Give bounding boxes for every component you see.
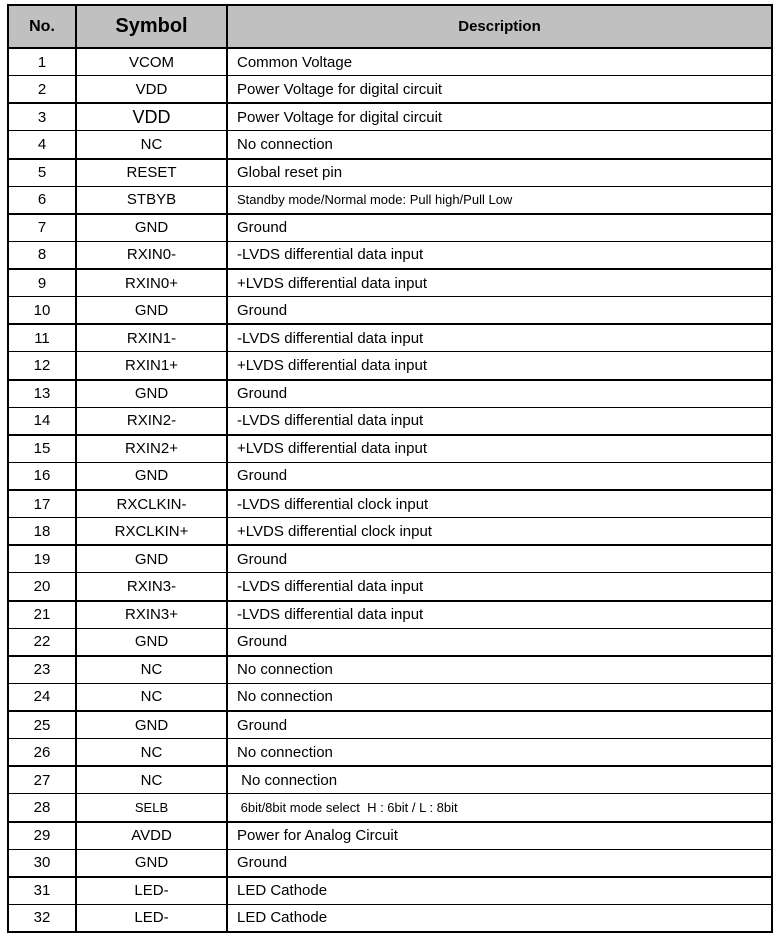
pin-symbol-cell: GND	[76, 711, 227, 739]
pin-description-cell: Ground	[227, 711, 772, 739]
pin-description-cell: -LVDS differential clock input	[227, 490, 772, 518]
pin-symbol-cell: RXIN0+	[76, 269, 227, 297]
table-row	[8, 76, 772, 104]
pin-number-cell: 10	[8, 297, 76, 325]
pin-description-cell: -LVDS differential data input	[227, 601, 772, 629]
pin-number-cell: 1	[8, 48, 76, 76]
table-row	[8, 214, 772, 242]
pin-number-cell: 20	[8, 573, 76, 601]
pin-number-cell: 22	[8, 628, 76, 656]
pin-number-cell: 7	[8, 214, 76, 242]
table-row	[8, 435, 772, 463]
pin-symbol-cell: RXCLKIN+	[76, 518, 227, 546]
pin-number-cell: 29	[8, 822, 76, 850]
pin-number-cell: 18	[8, 518, 76, 546]
pin-symbol-cell: RXIN0-	[76, 241, 227, 269]
pin-description-cell: Global reset pin	[227, 159, 772, 187]
pin-description-cell: No connection	[227, 739, 772, 767]
pin-symbol-cell: VCOM	[76, 48, 227, 76]
table-row	[8, 822, 772, 850]
pin-table-body	[8, 48, 772, 932]
column-header-no: No.	[8, 5, 76, 48]
column-header-description: Description	[227, 5, 772, 48]
pin-symbol-cell: RXIN3+	[76, 601, 227, 629]
table-row	[8, 490, 772, 518]
table-row	[8, 48, 772, 76]
pin-description-cell: +LVDS differential data input	[227, 352, 772, 380]
table-row	[8, 794, 772, 822]
table-row	[8, 352, 772, 380]
pin-number-cell: 23	[8, 656, 76, 684]
column-header-symbol: Symbol	[76, 5, 227, 48]
pin-symbol-cell: GND	[76, 214, 227, 242]
pin-symbol-cell: RXIN1+	[76, 352, 227, 380]
table-row	[8, 407, 772, 435]
pin-description-cell: No connection	[227, 766, 772, 794]
table-row	[8, 241, 772, 269]
table-row	[8, 849, 772, 877]
pin-symbol-cell: GND	[76, 380, 227, 408]
pin-symbol-cell: RXIN2+	[76, 435, 227, 463]
pin-symbol-cell: VDD	[76, 103, 227, 131]
pin-description-cell: 6bit/8bit mode select H : 6bit / L : 8bit	[227, 794, 772, 822]
pin-number-cell: 15	[8, 435, 76, 463]
pin-number-cell: 32	[8, 904, 76, 932]
pin-number-cell: 2	[8, 76, 76, 104]
table-row	[8, 711, 772, 739]
pin-number-cell: 8	[8, 241, 76, 269]
pin-symbol-cell: NC	[76, 131, 227, 159]
pin-description-cell: LED Cathode	[227, 877, 772, 905]
table-row	[8, 601, 772, 629]
pin-number-cell: 28	[8, 794, 76, 822]
pin-number-cell: 25	[8, 711, 76, 739]
table-row	[8, 462, 772, 490]
pin-number-cell: 16	[8, 462, 76, 490]
table-row	[8, 545, 772, 573]
pin-description-cell: Common Voltage	[227, 48, 772, 76]
pin-description-cell: -LVDS differential data input	[227, 241, 772, 269]
pin-symbol-cell: RXCLKIN-	[76, 490, 227, 518]
pin-symbol-cell: NC	[76, 766, 227, 794]
pin-description-cell: Power Voltage for digital circuit	[227, 103, 772, 131]
pin-symbol-cell: LED-	[76, 877, 227, 905]
pin-number-cell: 26	[8, 739, 76, 767]
pin-symbol-cell: NC	[76, 683, 227, 711]
pin-description-cell: Ground	[227, 849, 772, 877]
pin-description-cell: Ground	[227, 214, 772, 242]
pin-description-cell: -LVDS differential data input	[227, 324, 772, 352]
table-row	[8, 877, 772, 905]
table-row	[8, 683, 772, 711]
pin-symbol-cell: LED-	[76, 904, 227, 932]
pin-symbol-cell: RESET	[76, 159, 227, 187]
pin-number-cell: 14	[8, 407, 76, 435]
pin-symbol-cell: RXIN2-	[76, 407, 227, 435]
table-row	[8, 297, 772, 325]
pin-number-cell: 13	[8, 380, 76, 408]
pin-number-cell: 6	[8, 186, 76, 214]
pin-number-cell: 4	[8, 131, 76, 159]
table-row	[8, 766, 772, 794]
pin-symbol-cell: NC	[76, 739, 227, 767]
table-row	[8, 656, 772, 684]
pin-number-cell: 31	[8, 877, 76, 905]
pin-symbol-cell: VDD	[76, 76, 227, 104]
pin-description-cell: Ground	[227, 545, 772, 573]
pin-description-table	[7, 4, 773, 933]
table-row	[8, 186, 772, 214]
pin-number-cell: 17	[8, 490, 76, 518]
pin-number-cell: 3	[8, 103, 76, 131]
pin-symbol-cell: AVDD	[76, 822, 227, 850]
pin-description-cell: +LVDS differential data input	[227, 269, 772, 297]
pin-description-cell: -LVDS differential data input	[227, 573, 772, 601]
pin-number-cell: 12	[8, 352, 76, 380]
pin-number-cell: 30	[8, 849, 76, 877]
table-row	[8, 103, 772, 131]
table-row	[8, 269, 772, 297]
table-row	[8, 518, 772, 546]
pin-symbol-cell: GND	[76, 297, 227, 325]
table-row	[8, 380, 772, 408]
pin-symbol-cell: RXIN1-	[76, 324, 227, 352]
pin-number-cell: 11	[8, 324, 76, 352]
pin-description-cell: LED Cathode	[227, 904, 772, 932]
pin-symbol-cell: GND	[76, 628, 227, 656]
pin-symbol-cell: GND	[76, 545, 227, 573]
pin-symbol-cell: RXIN3-	[76, 573, 227, 601]
pin-description-cell: Power for Analog Circuit	[227, 822, 772, 850]
pin-description-cell: Power Voltage for digital circuit	[227, 76, 772, 104]
pin-number-cell: 27	[8, 766, 76, 794]
pin-description-cell: No connection	[227, 683, 772, 711]
pin-number-cell: 9	[8, 269, 76, 297]
pin-description-cell: Standby mode/Normal mode: Pull high/Pull Low	[227, 186, 772, 214]
pin-number-cell: 19	[8, 545, 76, 573]
table-row	[8, 324, 772, 352]
table-row	[8, 159, 772, 187]
pin-symbol-cell: STBYB	[76, 186, 227, 214]
table-row	[8, 904, 772, 932]
table-row	[8, 573, 772, 601]
pin-description-cell: +LVDS differential clock input	[227, 518, 772, 546]
pin-number-cell: 21	[8, 601, 76, 629]
pin-number-cell: 24	[8, 683, 76, 711]
table-row	[8, 628, 772, 656]
pin-description-cell: Ground	[227, 380, 772, 408]
pin-symbol-cell: SELB	[76, 794, 227, 822]
table-row	[8, 131, 772, 159]
pin-description-cell: -LVDS differential data input	[227, 407, 772, 435]
pin-description-cell: Ground	[227, 462, 772, 490]
pin-description-cell: No connection	[227, 131, 772, 159]
pin-number-cell: 5	[8, 159, 76, 187]
pin-description-cell: +LVDS differential data input	[227, 435, 772, 463]
header-row	[8, 5, 772, 48]
pin-description-cell: Ground	[227, 628, 772, 656]
pin-symbol-cell: GND	[76, 462, 227, 490]
pin-symbol-cell: GND	[76, 849, 227, 877]
pin-description-cell: Ground	[227, 297, 772, 325]
table-row	[8, 739, 772, 767]
pin-description-cell: No connection	[227, 656, 772, 684]
pin-symbol-cell: NC	[76, 656, 227, 684]
